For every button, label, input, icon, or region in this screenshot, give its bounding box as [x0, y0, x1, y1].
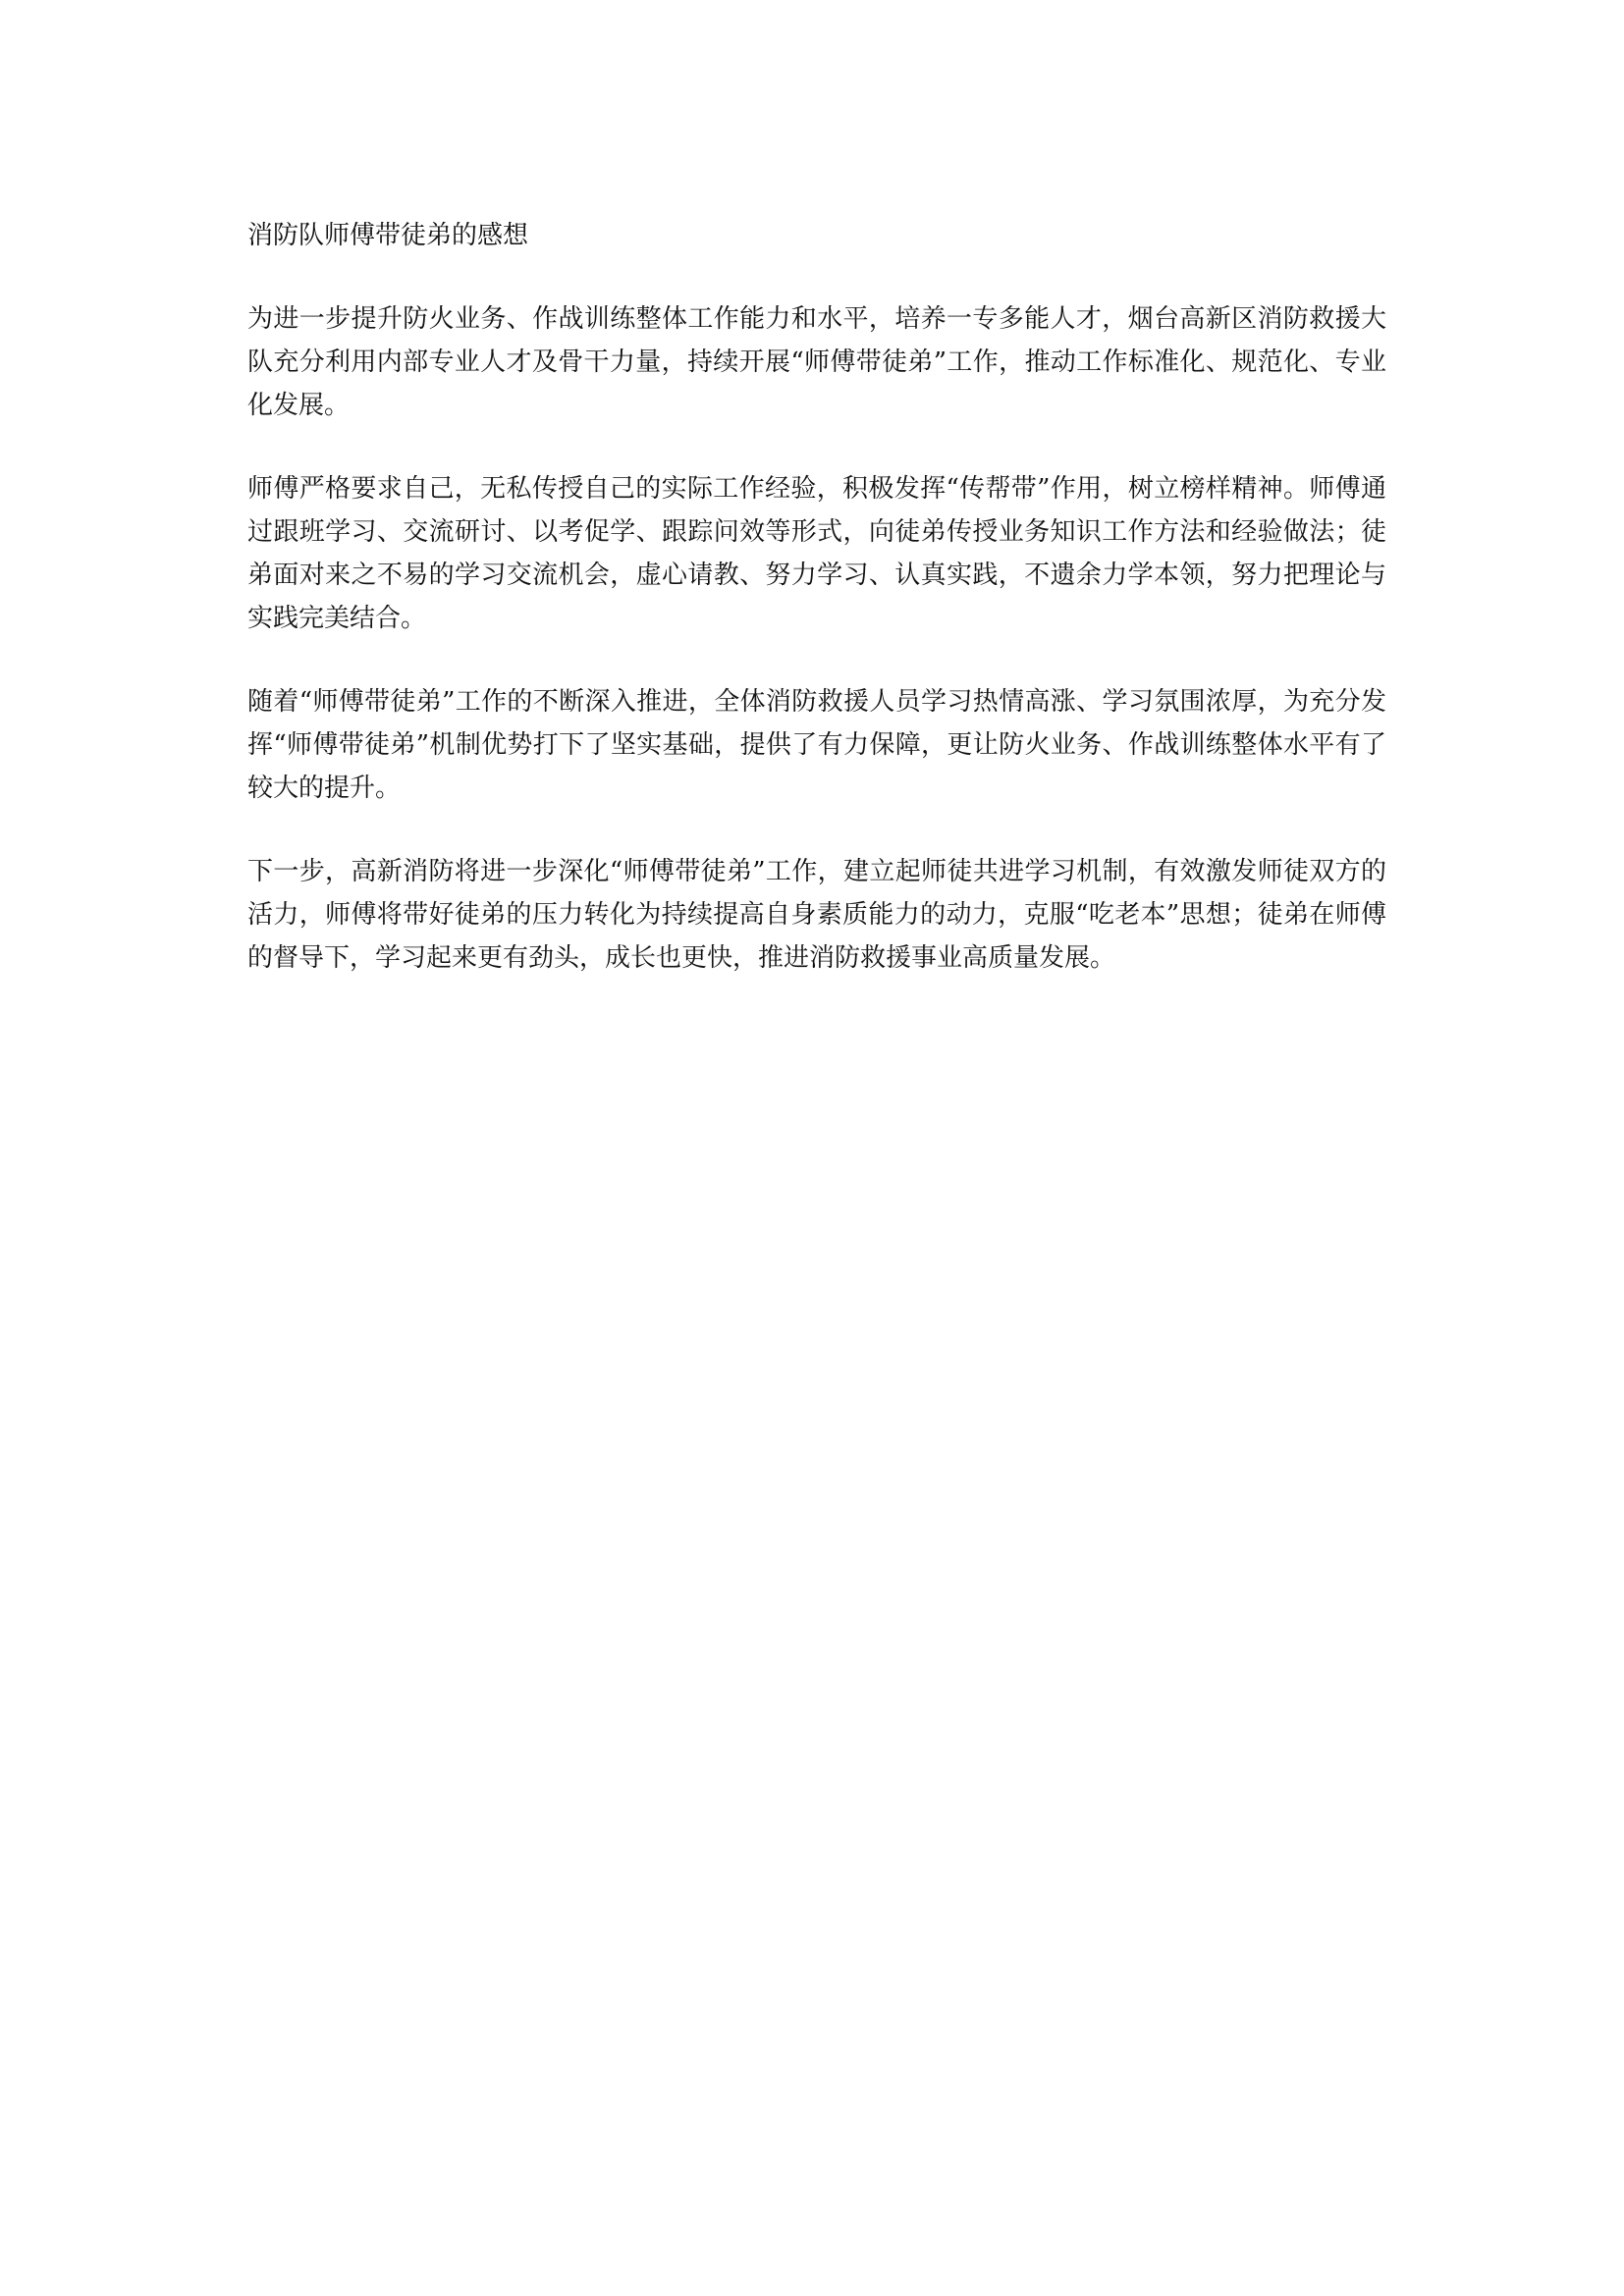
paragraph-3: 随着“师傅带徒弟”工作的不断深入推进，全体消防救援人员学习热情高涨、学习氛围浓厚，为充分发挥“师傅带徒弟”机制优势打下了坚实基础，提供了有力保障，更让防火业务、作战训练整体水平有了较大的提升。 [247, 687, 1386, 803]
document-body [247, 214, 1386, 1020]
document-title: 消防队师傅带徒弟的感想 [247, 221, 529, 250]
paragraph-1: 为进一步提升防火业务、作战训练整体工作能力和水平，培养一专多能人才，烟台高新区消防救援大队充分利用内部专业人才及骨干力量，持续开展“师傅带徒弟”工作，推动工作标准化、规范化、专业化发展。 [247, 304, 1386, 420]
paragraph-2: 师傅严格要求自己，无私传授自己的实际工作经验，积极发挥“传帮带”作用，树立榜样精神。师傅通过跟班学习、交流研讨、以考促学、跟踪问效等形式，向徒弟传授业务知识工作方法和经验做法；徒弟面对来之不易的学习交流机会，虚心请教、努力学习、认真实践，不遗余力学本领，努力把理论与实践完美结合。 [247, 474, 1386, 633]
paragraph-4: 下一步，高新消防将进一步深化“师傅带徒弟”工作，建立起师徒共进学习机制，有效激发师徒双方的活力，师傅将带好徒弟的压力转化为持续提高自身素质能力的动力，克服“吃老本”思想；徒弟在师傅的督导下，学习起来更有劲头，成长也更快，推进消防救援事业高质量发展。 [247, 857, 1386, 973]
